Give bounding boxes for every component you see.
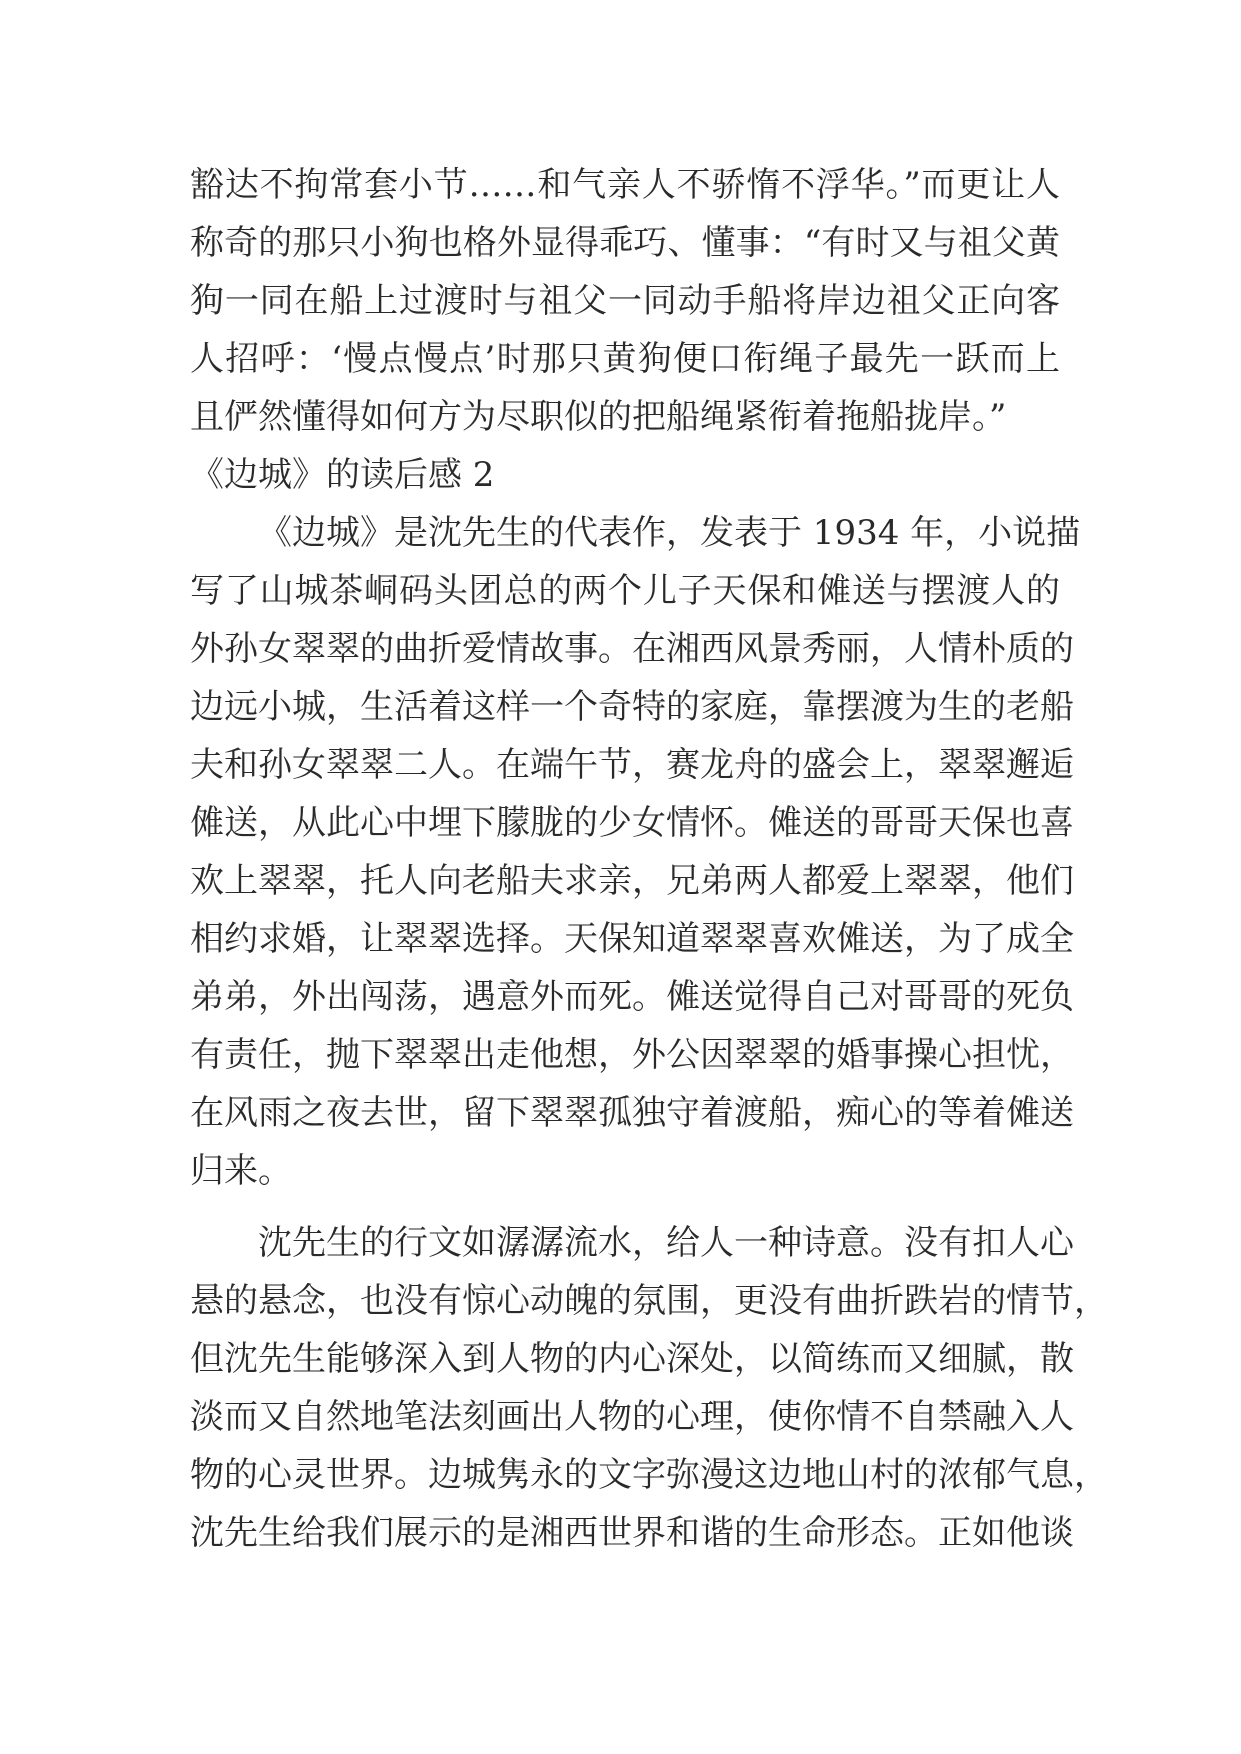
paragraph-2: [190, 1214, 1108, 1562]
text-line: 外孙女翠翠的曲折爱情故事。在湘西风景秀丽，人情朴质的: [190, 629, 1074, 669]
document-body: [190, 156, 1108, 1562]
text-line: 且俨然懂得如何方为尽职似的把船绳紧衔着拖船拢岸。”: [190, 397, 1007, 437]
text-line: 相约求婚，让翠翠选择。天保知道翠翠喜欢傩送，为了成全: [190, 919, 1074, 959]
text-line: 写了山城茶峒码头团总的两个儿子天保和傩送与摆渡人的: [190, 571, 1060, 611]
text-line: 豁达不拘常套小节……和气亲人不骄惰不浮华。”而更让人: [190, 165, 1060, 205]
text-line: 有责任，抛下翠翠出走他想，外公因翠翠的婚事操心担忧，: [190, 1035, 1074, 1075]
text-line: 《边城》是沈先生的代表作，发表于 1934 年，小说描: [258, 513, 1081, 553]
text-line: 沈先生的行文如潺潺流水，给人一种诗意。没有扣人心: [258, 1223, 1074, 1263]
text-line: 人招呼：‘慢点慢点’时那只黄狗便口衔绳子最先一跃而上: [190, 339, 1060, 379]
paragraph-1: [190, 504, 1081, 1200]
text-line: 悬的悬念，也没有惊心动魄的氛围，更没有曲折跌岩的情节，: [190, 1281, 1108, 1321]
text-line: 沈先生给我们展示的是湘西世界和谐的生命形态。正如他谈: [190, 1513, 1074, 1553]
text-line: 狗一同在船上过渡时与祖父一同动手船将岸边祖父正向客: [190, 281, 1060, 321]
text-line: 归来。: [190, 1151, 292, 1191]
paragraph-spacer: [190, 1200, 1060, 1214]
text-line: 夫和孙女翠翠二人。在端午节，赛龙舟的盛会上，翠翠邂逅: [190, 745, 1074, 785]
text-line: 在风雨之夜去世，留下翠翠孤独守着渡船，痴心的等着傩送: [190, 1093, 1074, 1133]
text-line: 物的心灵世界。边城隽永的文字弥漫这边地山村的浓郁气息，: [190, 1455, 1108, 1495]
intro-paragraph: [190, 156, 1060, 446]
text-line: 边远小城，生活着这样一个奇特的家庭，靠摆渡为生的老船: [190, 687, 1074, 727]
text-line: 但沈先生能够深入到人物的内心深处，以简练而又细腻，散: [190, 1339, 1074, 1379]
text-line: 傩送，从此心中埋下朦胧的少女情怀。傩送的哥哥天保也喜: [190, 803, 1074, 843]
section-heading: 《边城》的读后感 2: [190, 455, 495, 495]
text-line: 淡而又自然地笔法刻画出人物的心理，使你情不自禁融入人: [190, 1397, 1074, 1437]
text-line: 弟弟，外出闯荡，遇意外而死。傩送觉得自己对哥哥的死负: [190, 977, 1074, 1017]
text-line: 欢上翠翠，托人向老船夫求亲，兄弟两人都爱上翠翠，他们: [190, 861, 1074, 901]
text-line: 称奇的那只小狗也格外显得乖巧、懂事：“有时又与祖父黄: [190, 223, 1060, 263]
